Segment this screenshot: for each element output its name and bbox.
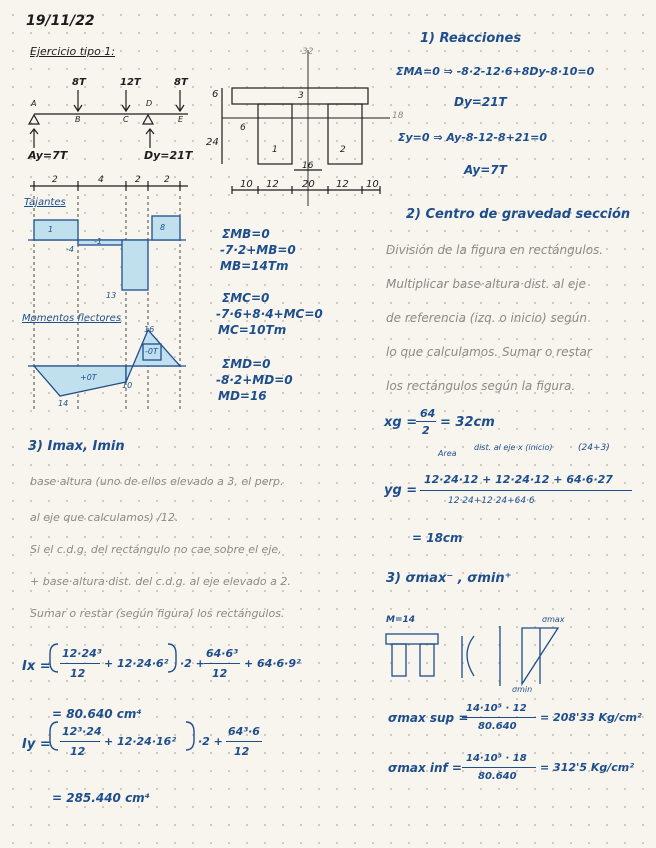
moment-val-1: 16 — [144, 325, 155, 334]
yg-label: yg = — [384, 483, 418, 498]
iy-term-4-den: 12 — [234, 745, 250, 758]
point-c: C — [123, 115, 129, 124]
dim-24: 24 — [206, 137, 219, 148]
yg-area-note: Area — [438, 449, 457, 458]
iy-term-3: ·2 + — [198, 735, 223, 748]
bottom-dim-1: 10 — [240, 179, 253, 190]
dim-6-top: 6 — [212, 89, 219, 100]
xg-label: xg = — [384, 415, 418, 430]
reactions-line-4: Ay=7T — [464, 163, 507, 177]
centroid-heading: 2) Centro de gravedad sección — [406, 207, 631, 222]
axis-top-label: 32 — [302, 47, 314, 57]
iy-frac-2 — [226, 741, 262, 742]
inf-frac-line — [462, 767, 536, 768]
iy-frac-1 — [60, 741, 100, 742]
sup-frac-line — [462, 717, 536, 718]
inertia-heading: 3) Imax, Imin — [28, 439, 125, 454]
iy-term-2: + 12·24·16² — [104, 735, 177, 748]
moment-val-3: 14 — [58, 399, 69, 408]
exercise-title: Ejercicio tipo 1: — [30, 45, 116, 58]
span-1: 2 — [52, 175, 58, 185]
xg-num: 64 — [420, 407, 436, 420]
mb-eq-1: ΣMB=0 — [222, 227, 270, 241]
ix-result: = 80.640 cm⁴ — [52, 707, 142, 721]
piece-3: 3 — [298, 91, 304, 101]
span-4: 2 — [164, 175, 170, 185]
dim-16: 16 — [302, 161, 314, 171]
ix-term-3: ·2 + — [180, 657, 205, 670]
point-d: D — [146, 99, 153, 108]
centroid-text-4: lo que calculamos. Sumar o restar — [386, 345, 592, 359]
bottom-dim-4: 12 — [336, 179, 349, 190]
stress-smax-label: σmax — [542, 615, 565, 624]
yg-extra-note: (24+3) — [578, 443, 610, 453]
moment-label: Momentos flectores — [22, 313, 122, 324]
yg-dist-note: dist. al eje x (inicio) — [474, 443, 553, 452]
yg-frac-line — [420, 490, 632, 491]
md-eq-3: MD=16 — [218, 389, 267, 403]
shear-label: Tajantes — [24, 197, 66, 208]
sup-num: 14·10⁵ · 12 — [466, 703, 527, 714]
iy-term-1-num: 12³·24 — [62, 725, 102, 738]
iy-term-1-den: 12 — [70, 745, 86, 758]
centroid-text-5: los rectángulos según la figura. — [386, 379, 576, 393]
inertia-text-3: Si el c.d.g. del rectángulo no cae sobre el eje, — [30, 543, 282, 556]
centroid-text-1: División de la figura en rectángulos. — [386, 243, 604, 257]
mc-eq-2: -7·6+8·4+MC=0 — [216, 307, 323, 321]
piece-2: 2 — [340, 145, 346, 155]
point-b: B — [75, 115, 81, 124]
inertia-text-5: Sumar o restar (según figura) los rectángulos. — [30, 607, 285, 620]
mc-eq-1: ΣMC=0 — [222, 291, 270, 305]
shear-val-1: 1 — [48, 225, 54, 234]
inertia-text-2: al eje que calculamos) /12. — [30, 511, 179, 524]
ix-term-4-num: 64·6³ — [206, 647, 238, 660]
point-e: E — [178, 115, 184, 124]
yg-num: 12·24·12 + 12·24·12 + 64·6·27 — [424, 473, 613, 486]
md-eq-1: ΣMD=0 — [222, 357, 271, 371]
bottom-dim-3: 20 — [302, 179, 315, 190]
stress-smin-label: σmin — [512, 685, 533, 694]
date: 19/11/22 — [26, 13, 95, 29]
bottom-dim-5: 10 — [366, 179, 379, 190]
inf-num: 14·10⁵ · 18 — [466, 753, 527, 764]
shear-val-3: -4 — [66, 245, 74, 254]
ix-term-2: + 12·24·6² — [104, 657, 169, 670]
yg-result: = 18cm — [412, 531, 463, 545]
ix-term-4-den: 12 — [212, 667, 228, 680]
iy-result: = 285.440 cm⁴ — [52, 791, 150, 805]
reaction-a: Ay=7T — [28, 149, 68, 162]
moment-sign-2: -0T — [145, 347, 158, 356]
yg-den: 12·24+12·24+64·6 — [448, 496, 535, 506]
load-1: 8T — [72, 77, 86, 88]
centroid-text-3: de referencia (izq. o inicio) según — [386, 311, 587, 325]
shear-val-5: 8 — [160, 223, 166, 232]
iy-label: Iy = — [22, 737, 51, 752]
inf-result: = 312'5 Kg/cm² — [540, 761, 635, 774]
mb-eq-2: -7·2+MB=0 — [220, 243, 296, 257]
piece-1: 1 — [272, 145, 278, 155]
mc-eq-3: MC=10Tm — [218, 323, 287, 337]
span-3: 2 — [135, 175, 141, 185]
mb-eq-3: MB=14Tm — [220, 259, 289, 273]
dim-6-inner: 6 — [240, 123, 246, 133]
iy-term-4-num: 64³·6 — [228, 725, 260, 738]
ix-label: Ix = — [22, 659, 51, 674]
ix-frac-1 — [60, 663, 100, 664]
shear-val-4: 13 — [106, 291, 117, 300]
moment-sign-1: +0T — [80, 373, 97, 382]
reactions-line-3: Σy=0 ⇒ Ay-8-12-8+21=0 — [398, 131, 548, 144]
reaction-d: Dy=21T — [144, 149, 193, 162]
ix-term-1-den: 12 — [70, 667, 86, 680]
moment-val-2: 10 — [122, 381, 133, 390]
inf-den: 80.640 — [478, 771, 517, 782]
md-eq-2: -8·2+MD=0 — [216, 373, 293, 387]
sup-den: 80.640 — [478, 721, 517, 732]
axis-right-label: 18 — [392, 111, 404, 121]
shear-val-2: -1 — [94, 237, 102, 246]
ix-term-5: + 64·6·9² — [244, 657, 301, 670]
xg-frac-line — [416, 421, 436, 422]
ix-term-1-num: 12·24³ — [62, 647, 102, 660]
stress-m-label: M=14 — [386, 615, 416, 625]
inertia-text-4: + base·altura·dist. del c.d.g. al eje elevado a 2. — [30, 575, 291, 588]
centroid-text-2: Multiplicar base·altura·dist. al eje — [386, 277, 586, 291]
load-2: 12T — [120, 77, 141, 88]
bottom-dim-2: 12 — [266, 179, 279, 190]
sup-label: σmax sup = — [388, 711, 469, 725]
ix-frac-2 — [204, 663, 240, 664]
xg-result: = 32cm — [440, 415, 495, 430]
inertia-text-1: base·altura (uno de ellos elevado a 3, el perp. — [30, 475, 284, 488]
sup-result: = 208'33 Kg/cm² — [540, 711, 642, 724]
inf-label: σmax inf = — [388, 761, 462, 775]
reactions-heading: 1) Reacciones — [420, 31, 522, 46]
reactions-line-2: Dy=21T — [454, 95, 507, 109]
reactions-line-1: ΣMA=0 ⇒ -8·2-12·6+8Dy-8·10=0 — [396, 65, 595, 78]
xg-den: 2 — [422, 424, 430, 437]
stress-heading: 3) σmax⁻ , σmin⁺ — [386, 571, 512, 586]
point-a: A — [31, 99, 37, 108]
span-2: 4 — [98, 175, 104, 185]
load-3: 8T — [174, 77, 188, 88]
